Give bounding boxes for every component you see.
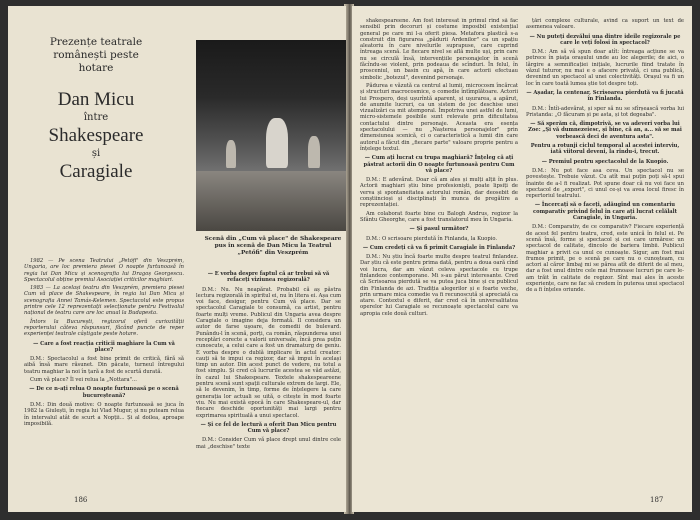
left-column-2 <box>196 268 341 494</box>
interview-question: Pentru a rotunji ciclul temporal al acestei interviu, iată viitorul deveni, la rîndu-i, trecut. <box>530 143 680 156</box>
right-column-2 <box>526 18 684 496</box>
actor-figure <box>266 118 288 168</box>
title-intre: între <box>83 112 109 123</box>
interview-answer: D.M.: Spectacolul a fost bine primit de critică, fără să aibă însă mare răsunet. Din păcate, turneul întregului teatru maghiar la noi în țară a fost de scurtă durată. <box>24 356 184 375</box>
interview-answer: D.M.: O scrisoare pierdută în Finlanda, la Kuopio. <box>366 235 498 242</box>
interview-answer: D.M.: Întîi-adevărat, și sper să nu se sfîrșească vorba lui Pristanda: „O făcuram și pe asta, și tot degeaba". <box>526 105 684 118</box>
photo-caption: Scenă din „Cum vă place" de Shakespeare pus în scenă de Dan Micu la Teatrul „Petőfi" din Veszprém <box>204 236 342 256</box>
interview-question: — Încercați să o faceți, adăugînd un comentariu comparativ privind felul în care ați lucrat celălalt Caragiale, în Ungaria. <box>532 202 678 222</box>
page-number: 186 <box>74 496 88 504</box>
article-paragraph: shakespeareene. Am fost interesat în primul rînd să fac sensibil prin decoruri și costume imposibil existențial general pe care mi l-a oferit piesa. Metafora plastică s-a construit din figurarea „pădurii Ardenilor" ca un spațiu aleatoriu în care nivelurile suprapuse, care cuprind întreaga scenă. Le fiecare nivel se află multe uși, prin care nu se circulă însă, intervențiile personajelor în scenă făcîndu-se violent, prin podeaua de scînduri. În felul, în prosceniul, un basin cu apă, în care actorii efectuau simbolic „botezul", devenind personaje. <box>360 18 518 81</box>
interview-question: — Premiul pentru spectacolul de la Kuopio. <box>541 158 669 165</box>
actor-figure <box>226 140 236 168</box>
interview-question: — Și pasul următor? <box>409 226 469 233</box>
interview-answer: D.M.: Am să vă spun doar atît: întreaga acțiune se va petrece în piața orașului unde au loc alegerile; de aici, o lărgire a semnificației inițiale, lucrurile fiind tratate în văzul tuturor, nu mai e o afacere privată, ci una publică, devenind un spectacol al unei colectivități. Orașul va fi un loc în care toată lumea știe tot despre toți. <box>526 49 684 87</box>
article-paragraph: țări complexe culturale, avînd ca suport un text de asemenea valoare. <box>526 18 684 31</box>
intro-paragraph: 1983 — La același teatru din Veszprém, premiera piesei Cum vă place de Shakespeare, în regia lui Dan Micu și scenografia Annei Tamás-Kelemen. Spectacolul este propus printre cele 12 reprezentații selecționate pentru Festivalul național de teatru care are loc anual la Budapesta. <box>24 285 184 317</box>
left-page <box>8 6 346 512</box>
title-name: Dan Micu <box>57 89 135 110</box>
interview-question: — Așadar, la centenar, Scrisoarea pierdută va fi jucată în Finlanda. <box>526 89 684 103</box>
interview-answer: Am colaborat foarte bine cu Balogh Andrus, regizor la Sfântu Gheorghe, care a fost translatorul meu în Ungaria. <box>360 210 518 223</box>
interview-question: — Cum ați lucrat cu trupa maghiară? Înțeleg că ați păstrat actorii din O noapte furtunoasă pentru Cum vă place? <box>363 155 515 174</box>
interview-question: — De ce n-ați relua O noapte furtunoasă pe o scenă bucureșteană? <box>29 386 179 399</box>
title-caragiale: Caragiale <box>59 161 133 182</box>
interview-answer: D.M.: Consider Cum vă place drept unul dintre cele mai „deschise" texte <box>196 437 341 450</box>
interview-question: — Și ce fel de lectură a oferit Dan Micu pentru Cum vă place? <box>200 421 337 435</box>
article-paragraph: Pădurea e văzută ca centrul al lumii, microcosm încărcat și structuri macrocosmice, o comedie întîmplătoare. Actorii lui Prospero, deși ușurîntă aparent, și ușurarea, a apărut, de anumite lucruri, ca un sistem de joc deschise unei vizualizări ca mit atemporal. Împotriva unei astfel de lumi, micro-sistemele posibile sunt relevate prin dificultatea contactului dintre personaje. Aceasta era esența spectacolului — nu „Nașterea personajelor" prin dimensiunea scenică, ci o caracteristică a lumii din care autorul a făcut din „fiecare parte" valoare proprie pentru a înțelege textul. <box>360 82 518 152</box>
title-shakespeare: Shakespeare <box>48 125 144 146</box>
interview-question: — Să sperăm că, dimpotrivă, se va adeveri vorba lui Zoe: „Și vă dumnezeiesc, și bine, că an, a... să se mai vorbească deci de aventura asta". <box>528 121 682 140</box>
interview-answer: D.M.: Nu pot face asa ceva. Un spectacol nu se povestește. Trebuie văzut. Cu atît mai puțin poți să-l spui înainte de a-l fi realizat. Pot spune doar că nu voi face un spectacol de „export", ci unul ce-și va avea locul firesc în repertoriul teatrului. <box>526 167 684 200</box>
interview-question: — E vorba despre faptul că ar trebui să vă refaceți viziunea regizorală? <box>207 271 330 284</box>
interview-answer: Cum vă place? Îl vei relua la „Nottara"... <box>30 377 137 384</box>
title-kicker: Prezențe teatrale românești peste hotare <box>49 36 143 74</box>
title-si: și <box>91 148 101 159</box>
interview-answer: D.M.: Din două motive: O noapte furtunoasă se juca în 1982 la Giulești, în regia lui Vlad Mugur, și nu puteam relua în intervalul atât de scurt a Nopții... Și al doilea, aproape imposibilă. <box>24 401 184 427</box>
interview-answer: D.M.: Nu știu încă foarte multe despre teatrul finlandez. Dar știu că este pentru prima dată, pentru a doua oară cînd voi lucra, dar am văzut celeva spectacole cu trupe finlandeze contemporane. Mi s-au părut interesante. Cred că Scrisoarea pierdută se va putea juca bine și cu publicul din Finlanda de azi. Tradiția alegerilor și e foarte veche, prin urmare mica comedie va fi recunoscută și apreciată ca atare. Contextul e diferit, dar cred că în universalitatea operelor lui Caragiale se recunoaște spectacolul care va apropia cele două culturi. <box>360 254 518 317</box>
intro-paragraph: Întors la București, regizorul oferă curiozității reporterului câteva răspunsuri, făcând puncte de reper experienței teatrale câștigate peste hotare. <box>24 318 184 338</box>
stage-photo <box>196 40 346 231</box>
page-number: 187 <box>650 496 664 504</box>
intro-paragraph: 1982 — Pe scena Teatrului „Petőfi" din Veszprém, Ungaria, are loc premiera piesei O noapte furtunoasă în regia lui Dan Micu și scenografia lui Dragoș Georgescu. Spectacolul obține premiul Asociației criticilor maghiari. <box>24 258 184 283</box>
right-column-1 <box>360 18 518 496</box>
interview-answer: D.M.: E adevărat. Doar că am ales și mulți alții în plus. Actorii maghiari știu bine profesioniști, poate lipsiți de verva și spontaneitatea actorului român, dar deosebit de conștiincioși și disciplinați în munca de pregătire a reprezentației. <box>360 177 518 209</box>
interview-answer: D.M.: Comparativ, de ce comparativ? Fiecare experiență de acest fel pentru teatru, cred, este unică în felul ei. Pe scenă însă, forme și spectacol și cei care urmăresc un spectacol de calitate, dincolo de bariera limbii. Publicul maghiar a privit ca unul ce cunoaște. Sigur, am fost mai frumos primit, pe o scenă pe care nu o cunoșteam, cu actori al căror limbaj mi se părea atît de diferit de al meu, dar a fost unul dintre cele mai frumoase lucruri pe care le-am trăit în calitate de regizor. Sînt mai ales în aceste experiențe, care ne fac să credem în puterea unui spectacol de a fi înțeles oriunde. <box>526 224 684 294</box>
interview-question: — Care a fost reacția criticii maghiare la Cum vă place? <box>33 340 175 353</box>
interview-question: — Cum credeți că va fi primit Caragiale în Finlanda? <box>362 244 516 251</box>
interview-answer: D.M.: Nu. Nu neapărat. Probabil că aș păstra lectura regizorală în spiritul ei, nu în litera ei. Așa cum voi face, desigur, pentru Cum vă place. Dar se spectacolul Caragiale te consumă, ca artist, pentru foarte mulți vreme. Publicul din Ungaria avea despre Caragiale o imagine deja formată. Il considera un autor de farse uşoare, de comedii de bulevard. Punându-l în scenă, porți, ca român, răspunderea unei receptări corecte a valorii universale, încă prea puțin cunoscute, a celui care a fost un dramaturg de geniu. E vorba despre o dublă implicare în actul creator: cauți să te impui ca regizor, dar să impui în același timp un autor. Din acest punct de vedere, nu totul a fost simplu. Și cred că lucrurile acestea se văd astăzi, în cazul lui Shakespeare. Textele shakespeareene pentru scenă sunt spații culturale extrem de largi. Ele, să le devenim, în timp, forme de înțelegere la care generația lor actuali se uită, o citește în mod foarte viu. Nu mai există epocă în care Shakespeare-ul, dar fiecare deschide oportunități mai largi pentru exprimarea spirituală a unui spectacol. <box>196 286 341 419</box>
right-page <box>352 6 692 512</box>
left-column-1 <box>24 258 184 494</box>
actor-figure <box>308 136 320 168</box>
stage-floor <box>196 171 346 231</box>
interview-question: — Nu puteți dezvălui una dintre ideile regizorale pe care le veți folosi în spectacol? <box>529 33 681 46</box>
article-title-block <box>36 36 156 183</box>
